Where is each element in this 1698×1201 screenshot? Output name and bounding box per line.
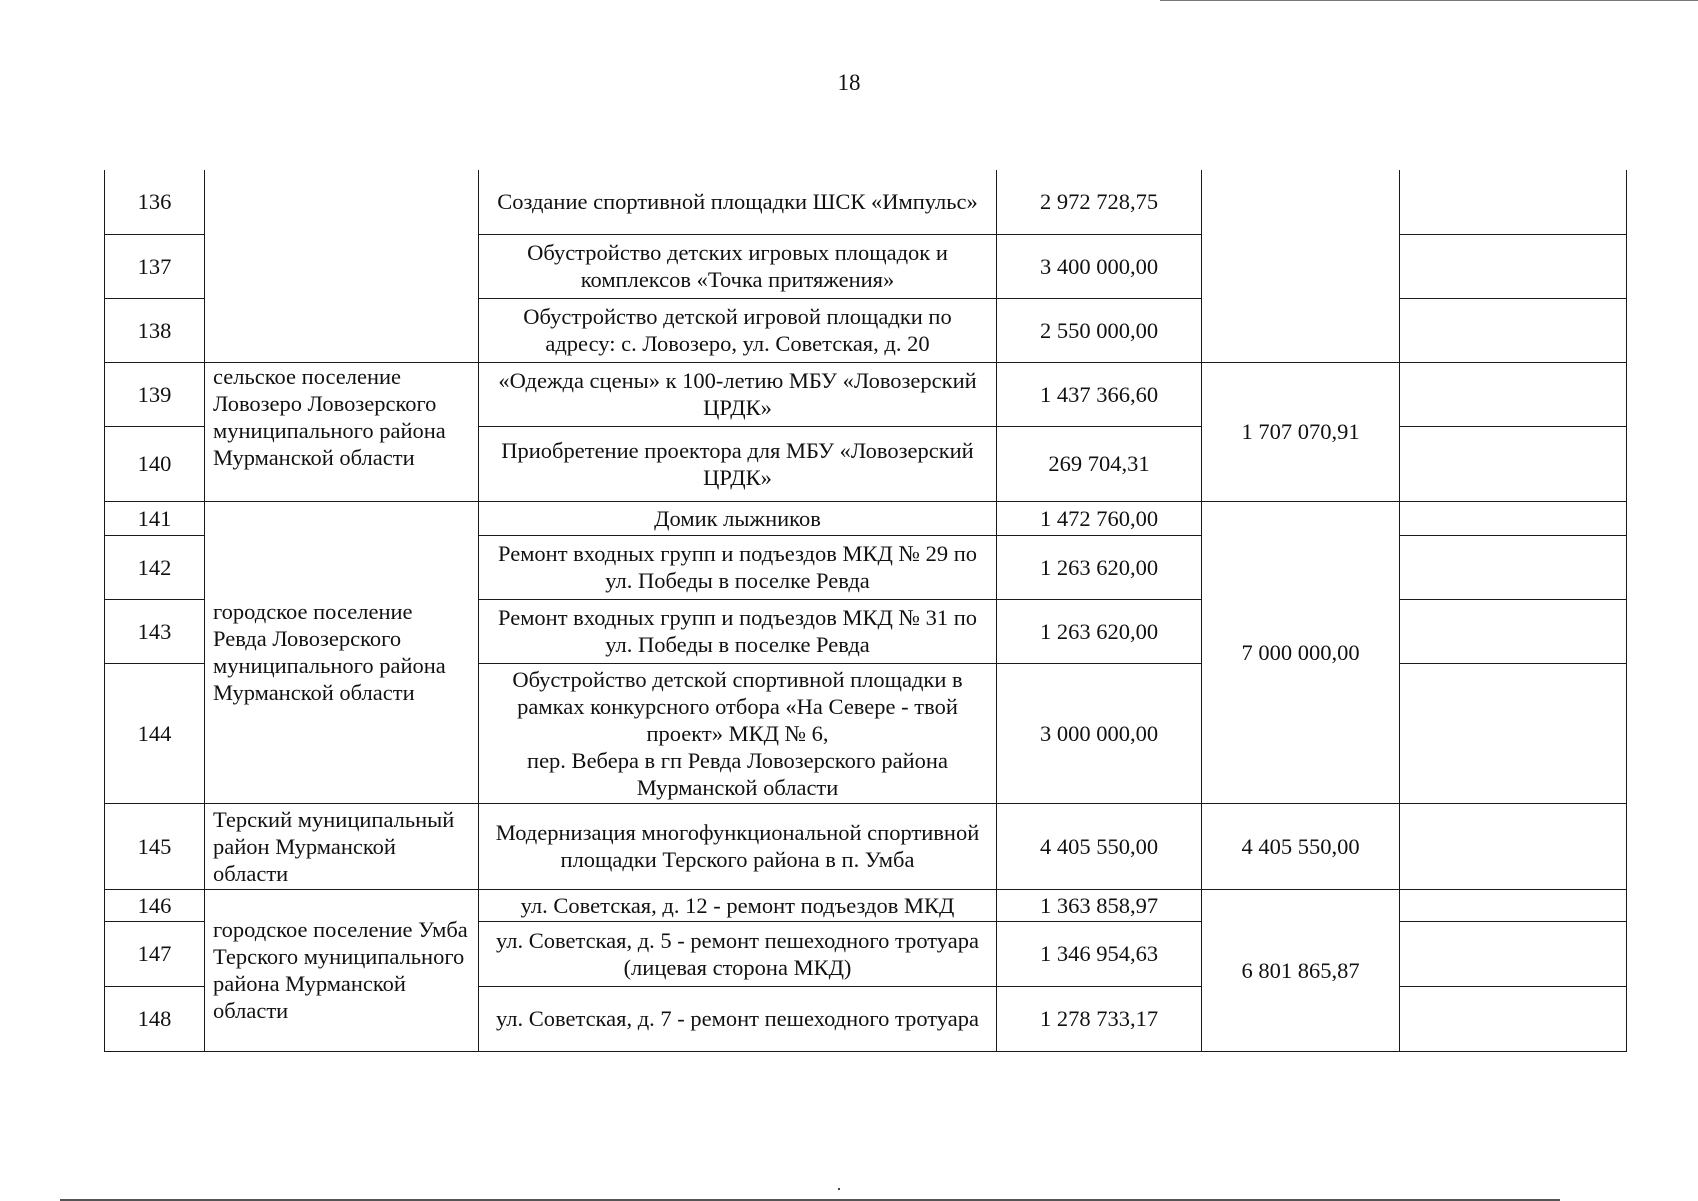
project-name: Ремонт входных групп и подъездов МКД № 29 по ул. Победы в поселке Ревда (479, 535, 997, 599)
project-amount: 1 278 733,17 (997, 986, 1202, 1051)
empty-cell (1400, 426, 1627, 501)
project-name: Модернизация многофункциональной спортивной площадки Терского района в п. Умба (479, 803, 997, 889)
project-name: ул. Советская, д. 7 - ремонт пешеходного тротуара (479, 986, 997, 1051)
row-number: 145 (105, 803, 205, 889)
project-amount: 2 550 000,00 (997, 298, 1202, 362)
empty-cell (1400, 234, 1627, 298)
project-amount: 2 972 728,75 (997, 170, 1202, 234)
row-number: 139 (105, 362, 205, 426)
table-row (105, 803, 1627, 889)
row-number: 143 (105, 599, 205, 663)
row-number: 148 (105, 986, 205, 1051)
project-name: Обустройство детской спортивной площадки в рамках конкурсного отбора «На Севере - твой проект» МКД № 6, пер. Вебера в гп Ревда Ловозерского района Мурманской области (479, 663, 997, 803)
empty-cell (1400, 889, 1627, 921)
empty-cell (1400, 986, 1627, 1051)
scan-dot (838, 1188, 840, 1190)
project-name: Обустройство детской игровой площадки по адресу: с. Ловозеро, ул. Советская, д. 20 (479, 298, 997, 362)
project-amount: 1 346 954,63 (997, 921, 1202, 986)
empty-cell (1400, 663, 1627, 803)
project-name: Приобретение проектора для МБУ «Ловозерский ЦРДК» (479, 426, 997, 501)
row-number: 147 (105, 921, 205, 986)
empty-cell (1400, 535, 1627, 599)
row-number: 141 (105, 501, 205, 535)
empty-cell (1400, 803, 1627, 889)
row-number: 146 (105, 889, 205, 921)
municipality-cell: городское поселение Ревда Ловозерского муниципального района Мурманской области (205, 501, 479, 803)
project-amount: 1 263 620,00 (997, 535, 1202, 599)
municipality-total: 6 801 865,87 (1202, 889, 1400, 1051)
municipality-cell (205, 170, 479, 362)
row-number: 138 (105, 298, 205, 362)
project-amount: 269 704,31 (997, 426, 1202, 501)
page-number: 18 (837, 70, 861, 95)
table-row (105, 362, 1627, 426)
project-name: Домик лыжников (479, 501, 997, 535)
empty-cell (1400, 921, 1627, 986)
empty-cell (1400, 170, 1627, 234)
project-amount: 1 363 858,97 (997, 889, 1202, 921)
municipality-total: 1 707 070,91 (1202, 362, 1400, 501)
row-number: 140 (105, 426, 205, 501)
projects-table (104, 170, 1627, 1052)
municipality-cell: сельское поселение Ловозеро Ловозерского муниципального района Мурманской области (205, 362, 479, 501)
top-edge-rule (1160, 0, 1698, 1)
empty-cell (1400, 501, 1627, 535)
project-amount: 4 405 550,00 (997, 803, 1202, 889)
municipality-total: 7 000 000,00 (1202, 501, 1400, 803)
empty-cell (1400, 298, 1627, 362)
table-row (105, 501, 1627, 535)
project-name: ул. Советская, д. 12 - ремонт подъездов МКД (479, 889, 997, 921)
project-name: Ремонт входных групп и подъездов МКД № 31 по ул. Победы в поселке Ревда (479, 599, 997, 663)
project-amount: 1 263 620,00 (997, 599, 1202, 663)
project-name: «Одежда сцены» к 100-летию МБУ «Ловозерский ЦРДК» (479, 362, 997, 426)
municipality-total: 4 405 550,00 (1202, 803, 1400, 889)
municipality-cell: Терский муниципальный район Мурманской области (205, 803, 479, 889)
project-name: Обустройство детских игровых площадок и комплексов «Точка притяжения» (479, 234, 997, 298)
project-name: ул. Советская, д. 5 - ремонт пешеходного тротуара (лицевая сторона МКД) (479, 921, 997, 986)
empty-cell (1400, 362, 1627, 426)
project-amount: 1 472 760,00 (997, 501, 1202, 535)
row-number: 136 (105, 170, 205, 234)
row-number: 137 (105, 234, 205, 298)
row-number: 142 (105, 535, 205, 599)
empty-cell (1400, 599, 1627, 663)
project-amount: 3 000 000,00 (997, 663, 1202, 803)
table-row (105, 170, 1627, 234)
project-amount: 3 400 000,00 (997, 234, 1202, 298)
project-amount: 1 437 366,60 (997, 362, 1202, 426)
municipality-total (1202, 170, 1400, 362)
table-row (105, 889, 1627, 921)
municipality-cell: городское поселение Умба Терского муниципального района Мурманской области (205, 889, 479, 1051)
row-number: 144 (105, 663, 205, 803)
project-name: Создание спортивной площадки ШСК «Импульс» (479, 170, 997, 234)
